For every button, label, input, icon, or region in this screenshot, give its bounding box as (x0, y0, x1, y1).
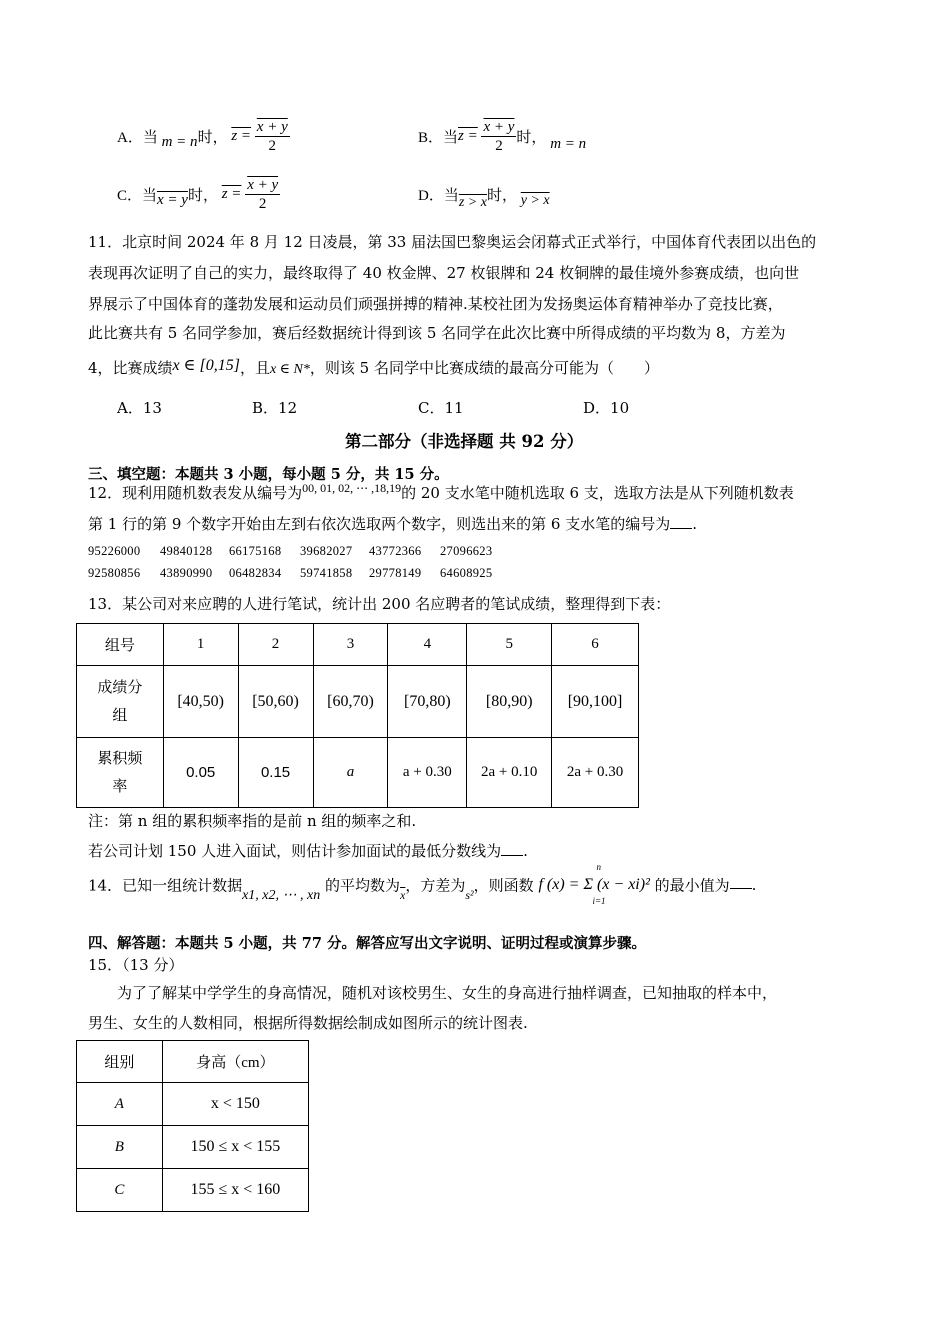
option-b-lhs: z = (458, 128, 478, 144)
option-a-cond: m = n (161, 133, 198, 150)
score-group-cell: [70,80) (388, 666, 467, 738)
option-b-mid: 时， (516, 130, 547, 146)
q10-option-a (117, 118, 290, 158)
header-group: 组别 (77, 1041, 163, 1083)
answer-blank[interactable] (670, 514, 692, 529)
score-range: x ∈ [0,15] (172, 357, 240, 374)
answer-blank[interactable] (730, 874, 752, 889)
option-b-cond: m = n (550, 135, 587, 152)
option-a-mid: 时， (197, 130, 228, 146)
option-c-cond: x = y (157, 191, 188, 208)
q13-table: 组号 1 2 3 4 5 6 成绩分 组 [40,50) [50,60) [60,70) [70,80) [80,90) [90,100] 累积频 率 0.05 0.15 a a + 0.30 2a + 0.10 2a + 0.30 (76, 623, 639, 808)
group-cell: A (77, 1083, 163, 1126)
option-a-lhs: z = (231, 128, 252, 144)
freq-cell: 2a + 0.10 (467, 738, 552, 808)
mean-symbol: x (400, 888, 406, 902)
q13-intro: 13．某公司对来应聘的人进行笔试，统计出 200 名应聘者的笔试成绩，整理得到下表： (88, 595, 671, 613)
score-group-cell: [60,70) (313, 666, 388, 738)
q13-note: 注：第 n 组的累积频率指的是前 n 组的频率之和. (88, 812, 417, 830)
option-b-label: B．当 (418, 130, 459, 146)
q12-line1: 12．现利用随机数表发从编号为$^{00, 01, 02, \cdots ,18,19}$的 20 支水笔中随机选取 6 支，选取方法是从下列随机数表 (88, 481, 794, 502)
data-list: x1, x2, ⋯ , xn (242, 888, 321, 903)
q11-option-b: B．12 (252, 399, 298, 417)
answer-blank[interactable] (501, 841, 523, 856)
sum-lower: i=1 (592, 896, 606, 906)
random-table-row1: 95226000 49840128 66175168 39682027 43772366 27096623 (88, 544, 493, 558)
header-group-no: 组号 (77, 624, 164, 666)
section4-title: 四、解答题：本题共 5 小题，共 77 分。解答应写出文字说明、证明过程或演算步骤。 (88, 935, 646, 952)
option-c-label: C．当 (117, 188, 158, 204)
freq-cell: a (313, 738, 388, 808)
freq-cell: 0.15 (238, 738, 313, 808)
option-c-lhs: z = (221, 186, 242, 202)
freq-cell: 0.05 (163, 738, 238, 808)
group-cell: B (77, 1126, 163, 1169)
score-group-cell: [40,50) (163, 666, 238, 738)
q13-question: 若公司计划 150 人进入面试，则估计参加面试的最低分数线为 . (88, 842, 528, 860)
range-cell: 150 ≤ x < 155 (162, 1126, 308, 1169)
q10-option-c (117, 176, 280, 216)
q11-line1: 11．北京时间 2024 年 8 月 12 日凌晨，第 33 届法国巴黎奥运会闭幕式正式举行，中国体育代表团以出色的 (88, 233, 817, 251)
option-c-fraction: $\frac{x + y}{2}$ (247, 177, 279, 212)
option-b-fraction: $\frac{x + y}{2}$ (483, 119, 515, 154)
q11-line2: 表现再次证明了自己的实力，最终取得了 40 枚金牌、27 枚银牌和 24 枚铜牌的最佳境外参赛成绩，也向世 (88, 264, 800, 282)
option-d-cond: z > x (458, 195, 487, 210)
header-height: 身高（cm） (162, 1041, 308, 1083)
row-label-cumulative-freq: 累积频 率 (77, 738, 164, 808)
q10-option-d (418, 184, 550, 210)
range-cell: x < 150 (162, 1083, 308, 1126)
freq-cell: 2a + 0.30 (552, 738, 639, 808)
option-a-fraction: $\frac{x + y}{2}$ (256, 119, 288, 154)
q10-option-b (418, 118, 586, 158)
q11-option-c: C．11 (418, 399, 464, 417)
random-table-row2: 92580856 43890990 06482834 59741858 29778149 64608925 (88, 566, 493, 580)
q11-option-d: D．10 (583, 399, 630, 417)
natural-set: x ∈ N* (269, 362, 310, 377)
option-d-mid: 时， (486, 188, 517, 204)
q14-line: 14．已知一组统计数据x1, x2, ⋯ , xn 的平均数为$_{\overline{x}}$，方差为$_{s^2}$，则函数 f (x) = Σ (x − xi)² n i=1 的最小值为 . (88, 862, 757, 906)
q15-paragraph-1: 为了了解某中学学生的身高情况，随机对该校男生、女生的身高进行抽样调查，已知抽取的样本中， (117, 984, 778, 1002)
option-d-result: y > x (520, 193, 550, 208)
part2-title: 第二部分（非选择题 共 92 分） (345, 432, 584, 451)
q11-option-a: A．13 (117, 399, 162, 417)
q15-paragraph-2: 男生、女生的人数相同，根据所得数据绘制成如图所示的统计图表. (88, 1014, 528, 1032)
label-sequence: 00, 01, 02, ⋯ ,18,19 (302, 481, 402, 495)
score-group-cell: [90,100] (552, 666, 639, 738)
q12-line2: 第 1 行的第 9 个数字开始由左到右依次选取两个数字，则选出来的第 6 支水笔的编号为 . (88, 515, 698, 533)
freq-cell: a + 0.30 (388, 738, 467, 808)
q15-table (76, 1040, 309, 1212)
q11-line3: 界展示了中国体育的蓬勃发展和运动员们顽强拼搏的精神.某校社团为发扬奥运体育精神举办了竞技比赛， (88, 295, 783, 313)
score-group-cell: [50,60) (238, 666, 313, 738)
row-label-score-group: 成绩分 组 (77, 666, 164, 738)
option-a-label: A．当 (117, 130, 158, 146)
score-group-cell: [80,90) (467, 666, 552, 738)
q15-header: 15．（13 分） (88, 956, 184, 974)
q11-line5: 4，比赛成绩x ∈ [0,15]，且x ∈ N*，则该 5 名同学中比赛成绩的最高分可能为（ ） (88, 357, 659, 377)
option-c-mid: 时， (187, 188, 218, 204)
sum-upper: n (596, 862, 601, 872)
range-cell: 155 ≤ x < 160 (162, 1169, 308, 1212)
section3-title: 三、填空题：本题共 3 小题，每小题 5 分，共 15 分。 (88, 466, 449, 483)
variance-symbol: s² (465, 888, 474, 902)
function-expression: f (x) = Σ (x − xi)² n i=1 (538, 862, 650, 906)
option-d-label: D．当 (418, 188, 459, 204)
q11-line4: 此比赛共有 5 名同学参加，赛后经数据统计得到该 5 名同学在此次比赛中所得成绩的平均数为 8，方差为 (88, 324, 786, 342)
group-cell: C (77, 1169, 163, 1212)
